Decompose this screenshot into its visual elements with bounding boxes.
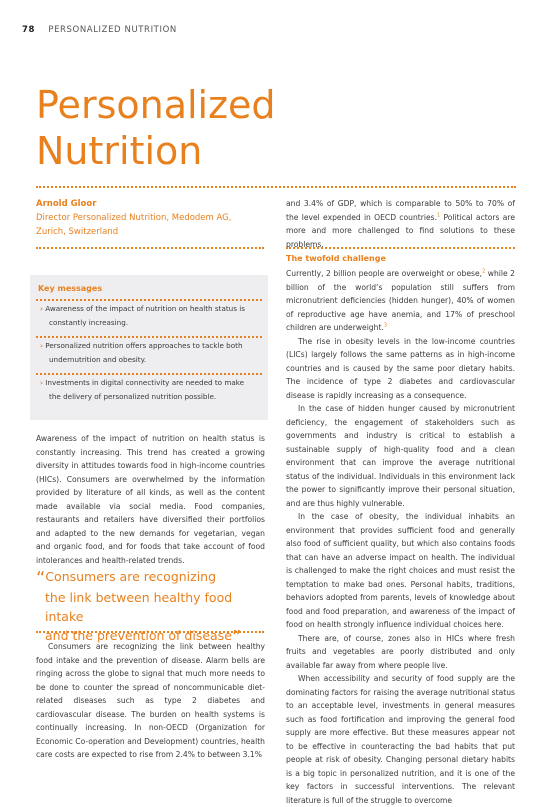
right-paragraph-3: In the case of hidden hunger caused by micronutrient deficiency, the engagement of stakeholders such as governments and industry is critical to establish a sustainable supply of high-quality food and a clean environment that can improve the average nutritional status of the individual. Individuals in this environment lack the power to significantly improve their personal situation, and are thus highly vulnerable. [286,404,515,508]
article-title [36,82,276,174]
running-header [22,25,177,35]
right-paragraph-2: The rise in obesity levels in the low-income countries (LICs) largely follows the same patterns as in high-income countries and is caused by the same poor dietary habits. The incidence of type 2 diabetes and cardiovascular disease is rapidly increasing as a consequence. [286,336,515,400]
key-message-2-line-2: undernutrition and obesity. [49,354,147,364]
right-intro-text-b: Political actors are more and more challenged to find solutions to these problems. [286,212,515,249]
left-paragraph-2: Consumers are recognizing the link between healthy food intake and the prevention of disease. Alarm bells are ringing across the globe to signal that much more needs to be done to counter the spread of noncommunicable diet-related diseases such as type 2 diabetes and cardiovascular disease. The burden on health systems is continually increasing. In non-OECD (Organization for Economic Co-operation and Development) countries, health care costs are expected to rise from 2.4% to between 3.1% [36,642,265,759]
right-paragraph-5: There are, of course, zones also in HICs where fresh fruits and vegetables are poorly distributed and only available far away from where people live. [286,633,515,670]
author-role: Director Personalized Nutrition, Medodem AG, [36,213,232,223]
quote-line-3: and the prevention of disease [45,628,232,643]
key-message-divider [36,373,262,375]
key-message-1-line-2: constantly increasing. [49,317,129,327]
quote-line-2: the link between healthy food intake [45,590,233,624]
chevron-right-icon: › [40,341,43,350]
right-p1-text-a: Currently, 2 billion people are overweight or obese, [286,269,483,278]
right-p1-text-b: while 2 billion of the world’s population still suffers from micronutrient deficiencies (hidden hunger), 40% of women of reproductive age have anemia, and 17% of preschool children are underweight. [286,269,515,332]
pull-quote [36,567,268,647]
key-messages-title: Key messages [38,284,103,293]
page-number: 78 [22,25,36,35]
author-location: Zurich, Switzerland [36,227,119,237]
right-paragraph-1 [286,267,515,335]
right-intro-paragraph [286,197,515,251]
quote-divider [36,631,264,633]
footnote-ref: 1 [437,211,441,218]
footnote-ref: 2 [482,268,486,275]
right-paragraph-4: In the case of obesity, the individual inhabits an environment that provides sufficient food and generally also food of sufficient quality, but which also contains foods that can have an adverse impact on health. The individual is challenged to make the right choices and must resist the temptation to make bad ones. Personal habits, traditions, behaviors adopted from parents, levels of knowledge about food and food preparation, and awareness of the impact of food on health strongly influence individual choices here. [286,512,515,629]
key-message-1-line-1: Awareness of the impact of nutrition on health status is [45,304,245,313]
key-message-3-line-1: Investments in digital connectivity are needed to make [45,378,245,387]
right-paragraph-6: When accessibility and security of food supply are the dominating factors for raising the average nutritional status to an acceptable level, investments in general measures such as food fortification and improving the general food supply are more effective. But these measures appear not to be effective in counteracting the bad habits that put people at risk of obesity. Changing personal dietary habits is a big topic in personalized nutrition, and it is one of the key factors in successful interventions. The relevant literature is full of the struggle to overcome [286,674,515,805]
right-column-body [286,267,515,807]
title-divider [36,186,516,188]
key-message-3-line-2: the delivery of personalized nutrition possible. [49,391,217,401]
quote-line-1: Consumers are recognizing [45,569,217,584]
key-message-3 [36,376,275,403]
footnote-ref: 3 [383,322,388,329]
chevron-right-icon: › [40,378,43,387]
key-messages-divider [36,299,262,301]
key-message-divider [36,336,262,338]
title-line-1: Personalized [36,83,276,127]
chevron-right-icon: › [40,304,43,313]
right-intro-text-a: and 3.4% of GDP, which is comparable to 50% to 70% of the level expended in OECD countries. [286,199,515,222]
author-block [36,197,266,239]
key-message-2 [36,339,275,366]
left-paragraph-1: Awareness of the impact of nutrition on health status is constantly increasing. This trend has created a growing diversity in attitudes towards food in high-income countries (HICs). Consumers are overwhelmed by the information provided by literature of all kinds, as well as the content made available via social media. Food companies, restaurants and retailers have diversified their portfolios and adapted to the new demands for vegetarian, vegan and organic food, and for foods that take account of food intolerances and health-related trends. [36,434,265,565]
author-name: Arnold Gloor [36,199,97,209]
section-heading: The twofold challenge [286,254,386,263]
key-message-1 [36,302,275,329]
key-message-2-line-1: Personalized nutrition offers approaches to tackle both [45,341,243,350]
author-divider [36,247,264,249]
title-line-2: Nutrition [36,129,203,173]
running-title: PERSONALIZED NUTRITION [48,25,177,35]
quote-open-mark: “ [36,568,46,589]
section-divider [286,247,515,249]
quote-close-mark: ” [231,627,242,648]
